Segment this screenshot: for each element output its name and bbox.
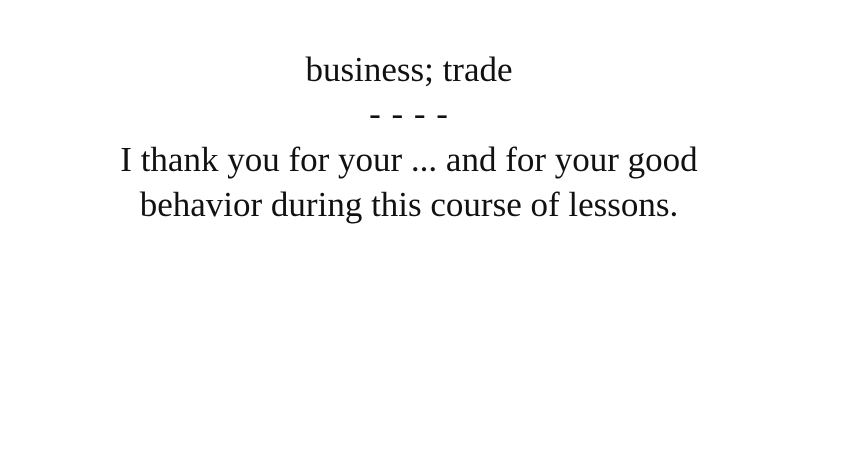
example-sentence-line-2: behavior during this course of lessons. — [139, 185, 679, 224]
example-sentence-line-1: I thank you for your ... and for your good — [120, 140, 698, 179]
card-separator: - - - - — [369, 94, 449, 133]
card-term: business; trade — [305, 50, 513, 89]
